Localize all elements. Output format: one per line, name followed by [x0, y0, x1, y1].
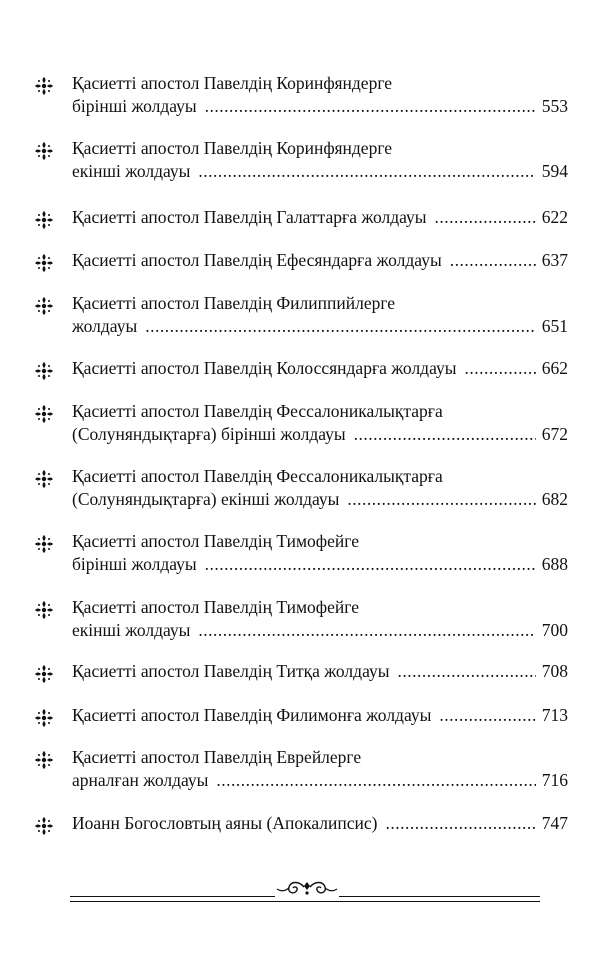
- toc-entry-lines: [72, 596, 568, 642]
- toc-entry-line: [72, 137, 568, 160]
- toc-entry-line: [72, 660, 568, 683]
- toc-entry-lines: [72, 357, 568, 380]
- cross-flourish-icon: [34, 296, 54, 316]
- toc-entry-lines: [72, 704, 568, 727]
- toc-entry-title: Қасиетті апостол Павелдің Коринфяндерге: [72, 73, 393, 93]
- toc-entry-lines: [72, 292, 568, 338]
- cross-flourish-icon: [34, 141, 54, 161]
- toc-entry-title: арналған жолдауы: [72, 770, 209, 790]
- toc-entry-line: [72, 704, 568, 727]
- toc-entry-title: Қасиетті апостол Павелдің Филимонға жолдауы: [72, 705, 432, 725]
- toc-entry-line: [72, 423, 568, 446]
- toc-leader-dots: [450, 249, 536, 272]
- cross-flourish-icon: [34, 253, 54, 273]
- toc-entry-lines: [72, 660, 568, 683]
- cross-flourish-icon: [34, 76, 54, 96]
- toc-page-number: 662: [541, 358, 568, 378]
- cross-flourish-icon: [34, 210, 54, 230]
- toc-page-number: 747: [541, 813, 568, 833]
- toc-entry-title: екінші жолдауы: [72, 620, 191, 640]
- toc-page-number: 708: [541, 661, 568, 681]
- toc-entry-title: бірінші жолдауы: [72, 96, 197, 116]
- toc-page-number: 713: [541, 705, 568, 725]
- toc-entry-lines: [72, 465, 568, 511]
- toc-entry-title: Қасиетті апостол Павелдің Тимофейге: [72, 597, 359, 617]
- toc-entry-lines: [72, 137, 568, 183]
- toc-entry-line: [72, 619, 568, 642]
- toc-entry-title: Қасиетті апостол Павелдің Ефесяндарға жолдауы: [72, 250, 442, 270]
- toc-page-number: 553: [541, 96, 568, 116]
- toc-entry-line: [72, 553, 568, 576]
- toc-entry-lines: [72, 400, 568, 446]
- toc-leader-dots: [198, 160, 535, 183]
- toc-page-number: 700: [541, 620, 568, 640]
- toc-entry-line: [72, 812, 568, 835]
- toc-page-number: 682: [541, 489, 568, 509]
- toc-leader-dots: [397, 660, 535, 683]
- toc-entry-title: Иоанн Богословтың аяны (Апокалипсис): [72, 813, 378, 833]
- toc-entry-title: жолдауы: [72, 316, 138, 336]
- toc-leader-dots: [439, 704, 535, 727]
- footer-ornament: [70, 880, 540, 910]
- toc-entry-title: Қасиетті апостол Павелдің Фессалоникалықтарға: [72, 401, 443, 421]
- cross-flourish-icon: [34, 750, 54, 770]
- toc-entry-line: [72, 746, 568, 769]
- toc-page-number: 622: [541, 207, 568, 227]
- toc-entry-lines: [72, 530, 568, 576]
- toc-leader-dots: [435, 206, 536, 229]
- toc-entry-line: [72, 72, 568, 95]
- toc-entry-title: Қасиетті апостол Павелдің Коринфяндерге: [72, 138, 393, 158]
- toc-entry-line: [72, 357, 568, 380]
- footer-rule-bottom: [70, 901, 540, 902]
- toc-entry-lines: [72, 746, 568, 792]
- toc-entry-line: [72, 596, 568, 619]
- toc-entry-line: [72, 160, 568, 183]
- toc-entry-title: Қасиетті апостол Павелдің Филиппийлерге: [72, 293, 396, 313]
- toc-leader-dots: [216, 769, 535, 792]
- toc-page-number: 651: [541, 316, 568, 336]
- toc-entry-line: [72, 488, 568, 511]
- toc-page-number: 594: [541, 161, 568, 181]
- toc-leader-dots: [354, 423, 536, 446]
- toc-entry-lines: [72, 206, 568, 229]
- toc-leader-dots: [198, 619, 535, 642]
- toc-entry-title: Қасиетті апостол Павелдің Колоссяндарға жолдауы: [72, 358, 457, 378]
- toc-entry-line: [72, 249, 568, 272]
- toc-leader-dots: [464, 357, 535, 380]
- toc-entry-lines: [72, 249, 568, 272]
- toc-entry-title: Қасиетті апостол Павелдің Фессалоникалықтарға: [72, 466, 443, 486]
- cross-flourish-icon: [34, 469, 54, 489]
- toc-leader-dots: [205, 95, 536, 118]
- toc-page-number: 637: [541, 250, 568, 270]
- toc-leader-dots: [347, 488, 535, 511]
- toc-entry-line: [72, 465, 568, 488]
- cross-flourish-icon: [34, 600, 54, 620]
- toc-entry-title: бірінші жолдауы: [72, 554, 197, 574]
- toc-leader-dots: [145, 315, 536, 338]
- cross-flourish-icon: [34, 534, 54, 554]
- toc-entry-title: Қасиетті апостол Павелдің Тимофейге: [72, 531, 359, 551]
- cross-flourish-icon: [34, 361, 54, 381]
- toc-page-number: 672: [541, 424, 568, 444]
- cross-flourish-icon: [34, 708, 54, 728]
- toc-entry-lines: [72, 72, 568, 118]
- toc-entry-line: [72, 206, 568, 229]
- ornament-divider-icon: [275, 880, 339, 898]
- toc-entry-line: [72, 530, 568, 553]
- toc-page-number: 688: [541, 554, 568, 574]
- toc-entry-line: [72, 400, 568, 423]
- toc-entry-title: (Солуняндықтарға) екінші жолдауы: [72, 489, 340, 509]
- toc-leader-dots: [205, 553, 536, 576]
- cross-flourish-icon: [34, 404, 54, 424]
- toc-entry-title: Қасиетті апостол Павелдің Еврейлерге: [72, 747, 362, 767]
- toc-entry-line: [72, 292, 568, 315]
- toc-leader-dots: [385, 812, 535, 835]
- toc-entry-title: (Солуняндықтарға) бірінші жолдауы: [72, 424, 346, 444]
- cross-flourish-icon: [34, 664, 54, 684]
- toc-entry-line: [72, 769, 568, 792]
- toc-entry-lines: [72, 812, 568, 835]
- toc-entry-line: [72, 95, 568, 118]
- toc-page-number: 716: [541, 770, 568, 790]
- cross-flourish-icon: [34, 816, 54, 836]
- toc-entry-title: Қасиетті апостол Павелдің Галаттарға жолдауы: [72, 207, 427, 227]
- toc-entry-line: [72, 315, 568, 338]
- toc-entry-title: екінші жолдауы: [72, 161, 191, 181]
- toc-entry-title: Қасиетті апостол Павелдің Титқа жолдауы: [72, 661, 390, 681]
